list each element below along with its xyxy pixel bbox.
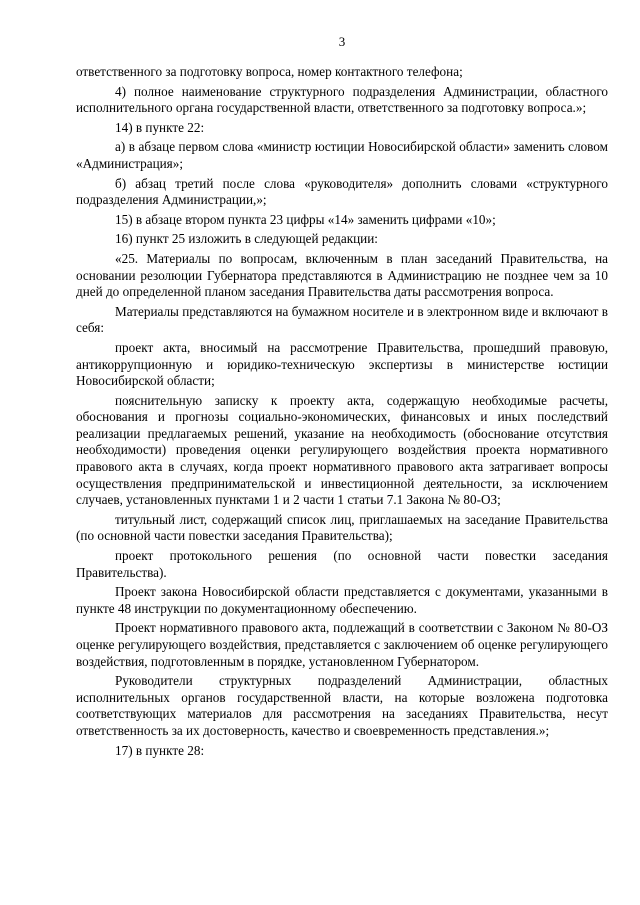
paragraph: пояснительную записку к проекту акта, содержащую необходимые расчеты, обоснования и прогнозы социально-экономических, финансовых и иных последствий реализации предлагаемых решений, указание на необходимость (обоснование отсутствия необходимости) проведения оценки регулирующего воздействия проекта нормативного правового акта в случаях, когда проект нормативного правового акта затрагивает вопросы осуществления предпринимательской и инвестиционной деятельности, за исключением случаев, установленных пунктами 1 и 2 части 1 статьи 7.1 Закона № 80-ОЗ; <box>76 392 608 508</box>
document-page <box>76 34 608 759</box>
page-number: 3 <box>338 34 346 49</box>
paragraph: Руководители структурных подразделений Администрации, областных исполнительных органов государственной власти, на которые возложена подготовка соответствующих материалов для рассмотрения на заседаниях Правительства, несут ответственность за их достоверность, качество и своевременность представления.»; <box>76 673 608 738</box>
document-body <box>76 64 608 759</box>
paragraph: Проект нормативного правового акта, подлежащий в соответствии с Законом № 80-ОЗ оценке регулирующего воздействия, представляется с заключением об оценке регулирующего воздействия, подготовленным в порядке, установленном Губернатором. <box>76 620 608 669</box>
paragraph: б) абзац третий после слова «руководителя» дополнить словами «структурного подразделения Администрации,»; <box>76 175 608 208</box>
paragraph: 4) полное наименование структурного подразделения Администрации, областного исполнительного органа государственной власти, ответственного за подготовку вопроса.»; <box>76 83 608 116</box>
paragraph: проект акта, вносимый на рассмотрение Правительства, прошедший правовую, антикоррупционную и юридико-техническую экспертизы в министерстве юстиции Новосибирской области; <box>76 339 608 389</box>
paragraph: «25. Материалы по вопросам, включенным в план заседаний Правительства, на основании резолюции Губернатора представляются в Администрацию не позднее чем за 10 дней до определенной планом заседания Правительства даты рассмотрения вопроса. <box>76 250 608 300</box>
paragraph: проект протокольного решения (по основной части повестки заседания Правительства). <box>76 548 608 580</box>
paragraph: Проект закона Новосибирской области представляется с документами, указанными в пункте 48 инструкции по документационному обеспечению. <box>76 584 608 616</box>
paragraph: 16) пункт 25 изложить в следующей редакции: <box>115 231 378 247</box>
paragraph: 17) в пункте 28: <box>115 742 205 758</box>
paragraph: Материалы представляются на бумажном носителе и в электронном виде и включают в себя: <box>76 303 608 336</box>
paragraph: титульный лист, содержащий список лиц, приглашаемых на заседание Правительства (по основной части повестки заседания Правительства); <box>76 511 608 544</box>
paragraph: 14) в пункте 22: <box>115 119 205 135</box>
paragraph: 15) в абзаце втором пункта 23 цифры «14» заменить цифрами «10»; <box>115 211 496 227</box>
paragraph: ответственного за подготовку вопроса, номер контактного телефона; <box>76 64 463 79</box>
paragraph: а) в абзаце первом слова «министр юстиции Новосибирской области» заменить словом «Администрация»; <box>76 139 608 171</box>
